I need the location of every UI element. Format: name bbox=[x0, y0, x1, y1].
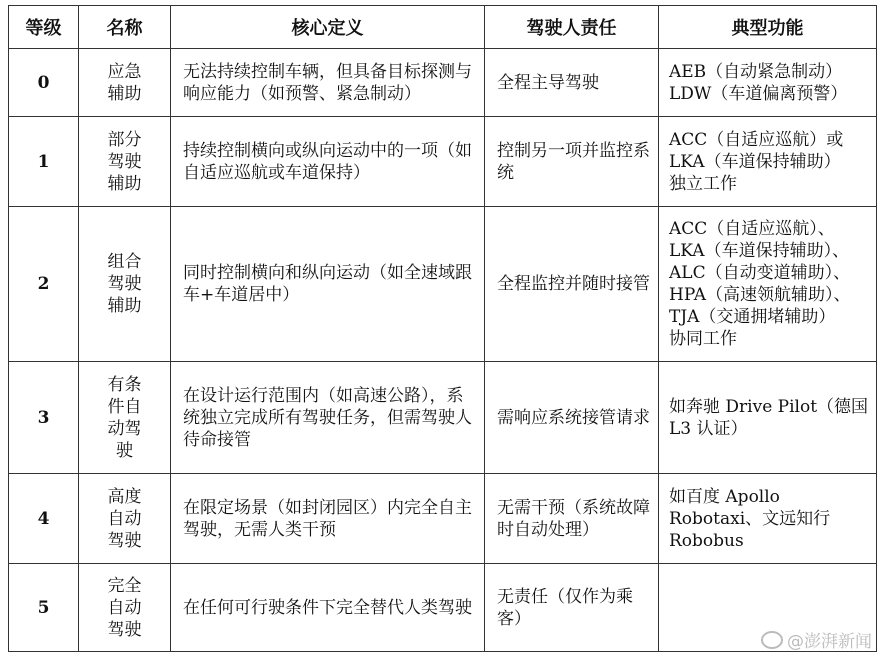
header-definition: 核心定义 bbox=[171, 6, 485, 49]
level-cell: 3 bbox=[9, 362, 79, 474]
responsibility-cell: 无需干预（系统故障时自动处理） bbox=[485, 474, 659, 564]
name-text: 应急辅助 bbox=[107, 61, 142, 104]
name-text: 完全自动驾驶 bbox=[107, 575, 142, 640]
definition-cell: 持续控制横向或纵向运动中的一项（如自适应巡航或车道保持） bbox=[171, 117, 485, 207]
responsibility-cell: 控制另一项并监控系统 bbox=[485, 117, 659, 207]
name-text: 高度自动驾驶 bbox=[107, 486, 142, 551]
name-text: 组合驾驶辅助 bbox=[107, 252, 142, 316]
definition-cell: 同时控制横向和纵向运动（如全速域跟车+车道居中） bbox=[171, 207, 485, 362]
definition-cell: 无法持续控制车辆，但具备目标探测与响应能力（如预警、紧急制动） bbox=[171, 49, 485, 117]
responsibility-cell: 全程主导驾驶 bbox=[485, 49, 659, 117]
level-cell: 4 bbox=[9, 474, 79, 564]
table-row bbox=[9, 564, 877, 652]
name-text: 部分驾驶辅助 bbox=[107, 129, 142, 194]
functions-cell: 如百度 Apollo Robotaxi、文远知行 Robobus bbox=[659, 474, 877, 564]
watermark-text: @澎湃新闻 bbox=[787, 632, 872, 652]
table-row bbox=[9, 49, 877, 117]
functions-cell: AEB（自动紧急制动） LDW（车道偏离预警） bbox=[659, 49, 877, 117]
weibo-icon bbox=[761, 631, 783, 649]
header-level: 等级 bbox=[9, 6, 79, 49]
level-cell: 0 bbox=[9, 49, 79, 117]
functions-cell: ACC（自适应巡航）或 LKA（车道保持辅助） 独立工作 bbox=[659, 117, 877, 207]
functions-cell: ACC（自适应巡航）、 LKA（车道保持辅助）、 ALC（自动变道辅助）、 HPA（高速领航辅助）、 TJA（交通拥堵辅助） 协同工作 bbox=[659, 207, 877, 362]
name-text: 有条件自动驾驶 bbox=[107, 374, 142, 461]
name-cell bbox=[79, 207, 171, 362]
name-cell bbox=[79, 474, 171, 564]
table-row bbox=[9, 474, 877, 564]
name-cell bbox=[79, 117, 171, 207]
definition-cell: 在设计运行范围内（如高速公路），系统独立完成所有驾驶任务，但需驾驶人待命接管 bbox=[171, 362, 485, 474]
autonomy-levels-table bbox=[8, 5, 877, 652]
header-responsibility: 驾驶人责任 bbox=[485, 6, 659, 49]
responsibility-cell: 无责任（仅作为乘客） bbox=[485, 564, 659, 652]
functions-cell: 如奔驰 Drive Pilot（德国 L3 认证） bbox=[659, 362, 877, 474]
watermark bbox=[761, 627, 872, 652]
level-cell: 1 bbox=[9, 117, 79, 207]
definition-cell: 在任何可行驶条件下完全替代人类驾驶 bbox=[171, 564, 485, 652]
responsibility-cell: 全程监控并随时接管 bbox=[485, 207, 659, 362]
name-cell bbox=[79, 49, 171, 117]
definition-cell: 在限定场景（如封闭园区）内完全自主驾驶，无需人类干预 bbox=[171, 474, 485, 564]
name-cell bbox=[79, 362, 171, 474]
header-name: 名称 bbox=[79, 6, 171, 49]
table-row bbox=[9, 207, 877, 362]
level-cell: 5 bbox=[9, 564, 79, 652]
name-cell bbox=[79, 564, 171, 652]
table-row bbox=[9, 117, 877, 207]
table-row bbox=[9, 362, 877, 474]
header-row bbox=[9, 6, 877, 49]
responsibility-cell: 需响应系统接管请求 bbox=[485, 362, 659, 474]
level-cell: 2 bbox=[9, 207, 79, 362]
header-functions: 典型功能 bbox=[659, 6, 877, 49]
